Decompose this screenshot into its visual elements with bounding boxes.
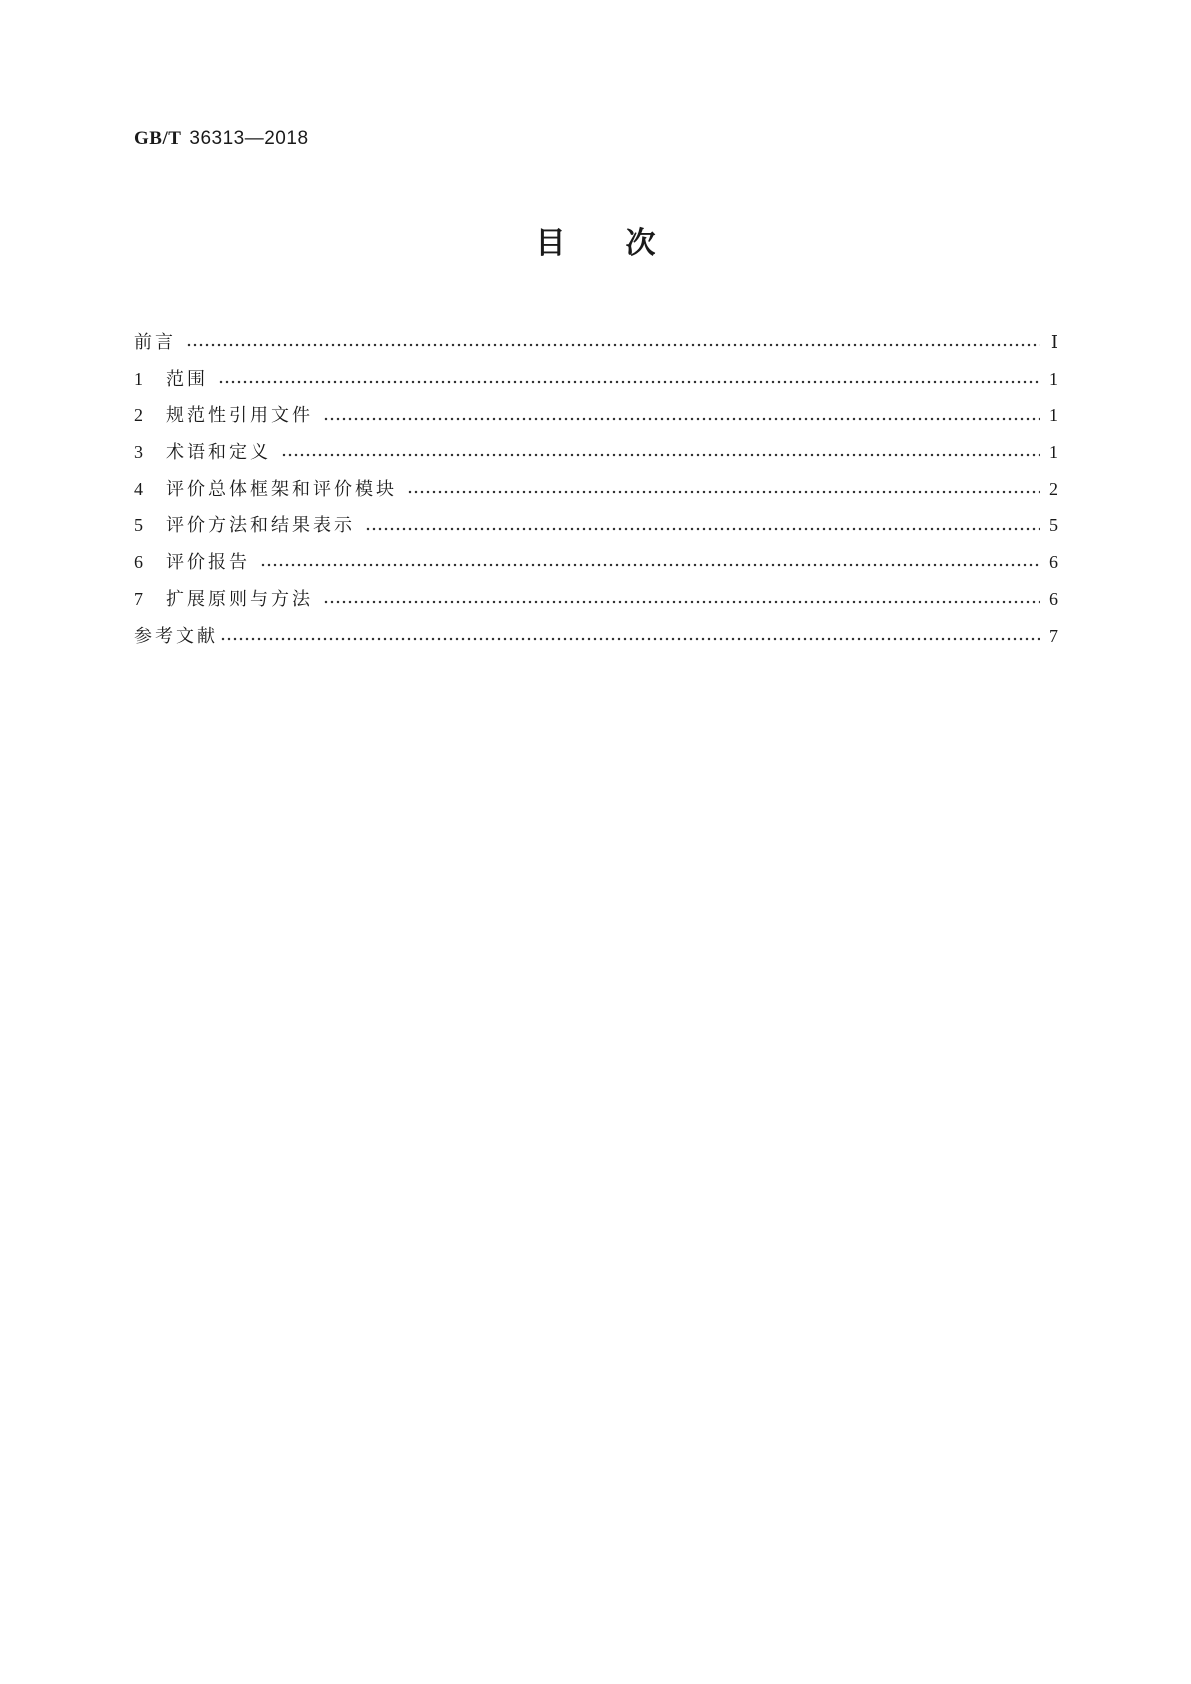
toc-leader-dots [186, 342, 1040, 348]
toc-entry-page: 1 [1049, 442, 1058, 463]
toc-entry-number: 3 [134, 442, 143, 463]
toc-leader-dots [218, 379, 1040, 385]
toc-entry-page: Ⅰ [1050, 332, 1058, 352]
toc-entry-bibliography[interactable] [134, 618, 1058, 655]
toc-entry-number: 4 [134, 478, 143, 499]
toc-entry-page: 6 [1049, 552, 1058, 573]
toc-entry-page: 6 [1049, 588, 1058, 609]
toc-entry-number: 1 [134, 368, 143, 389]
toc-entry-normative-references[interactable] [134, 397, 1058, 434]
toc-entry-page: 5 [1049, 515, 1058, 536]
toc-title: 目次 [535, 226, 716, 261]
standard-prefix: GB/T [134, 128, 182, 149]
toc-entry-terms-definitions[interactable] [134, 434, 1058, 471]
toc-entry-number: 5 [134, 515, 143, 536]
toc-entry-label: 评价方法和结果表示 [166, 515, 355, 537]
toc-entry-page: 1 [1049, 405, 1058, 426]
toc-entry-scope[interactable] [134, 361, 1058, 398]
toc-entry-number: 2 [134, 405, 143, 426]
toc-leader-dots [323, 599, 1040, 605]
toc-entry-label: 参考文献 [134, 625, 218, 647]
toc-entry-evaluation-method[interactable] [134, 507, 1058, 544]
toc-entry-label: 评价总体框架和评价模块 [166, 478, 397, 500]
toc-entry-label: 规范性引用文件 [166, 405, 313, 427]
toc-leader-dots [260, 562, 1040, 568]
toc-entry-label: 前言 [134, 332, 176, 353]
toc-entry-evaluation-framework[interactable] [134, 471, 1058, 508]
toc-leader-dots [281, 452, 1040, 458]
standard-number: 36313—2018 [189, 128, 309, 149]
toc-entry-page: 1 [1049, 368, 1058, 389]
toc-leader-dots [407, 489, 1040, 495]
toc-leader-dots [365, 526, 1040, 532]
toc-entry-label: 评价报告 [166, 552, 250, 574]
standard-code [134, 126, 309, 151]
toc-entry-label: 扩展原则与方法 [166, 588, 313, 610]
table-of-contents [134, 324, 1058, 654]
toc-entry-extension-principles[interactable] [134, 581, 1058, 618]
toc-entry-label: 术语和定义 [166, 442, 271, 464]
toc-entry-number: 7 [134, 588, 143, 609]
toc-leader-dots [323, 416, 1040, 422]
toc-entry-foreword[interactable] [134, 324, 1058, 361]
toc-entry-page: 2 [1049, 478, 1058, 499]
toc-entry-number: 6 [134, 552, 143, 573]
toc-leader-dots [220, 636, 1040, 642]
toc-entry-label: 范围 [166, 368, 208, 390]
toc-entry-page: 7 [1049, 625, 1058, 646]
toc-entry-evaluation-report[interactable] [134, 544, 1058, 581]
